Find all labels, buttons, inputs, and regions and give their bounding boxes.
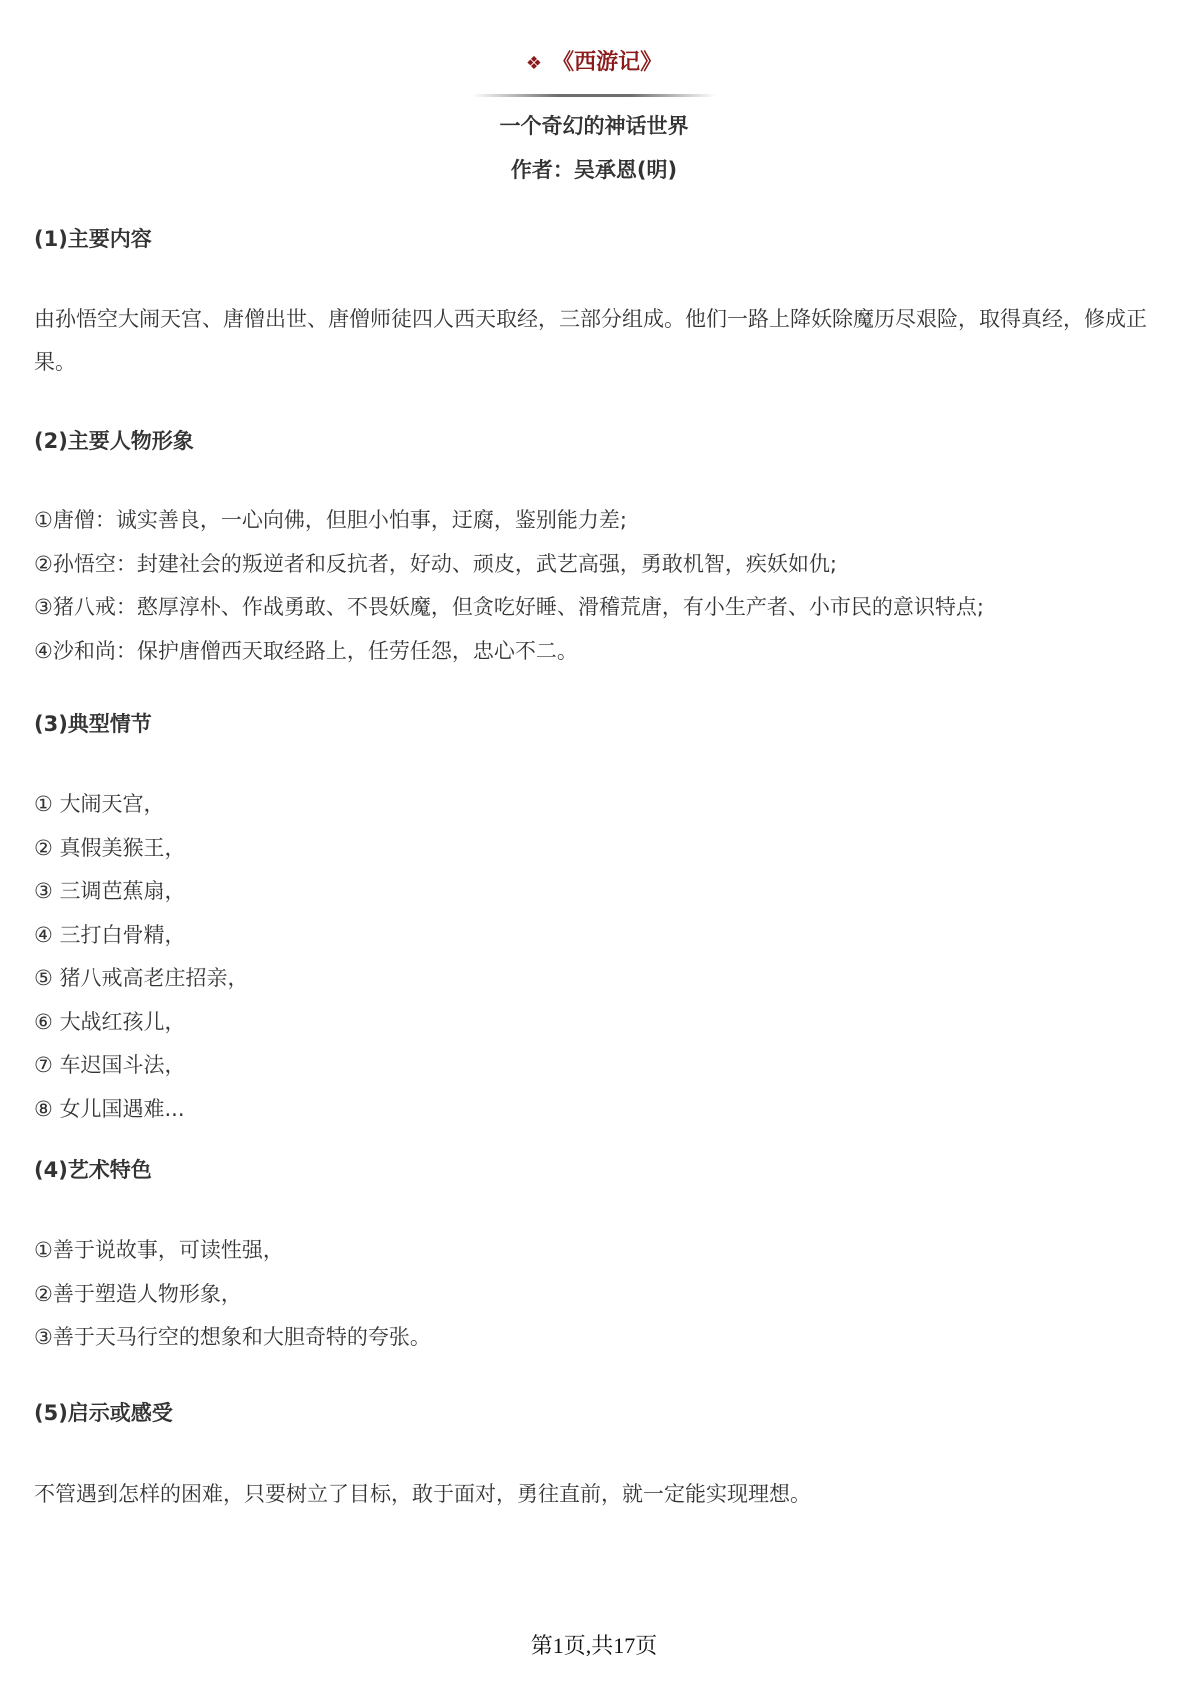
plot-list <box>34 783 1164 1131</box>
list-item: ⑦ 车迟国斗法， <box>34 1053 186 1077</box>
book-subtitle: 一个奇幻的神话世界 <box>499 114 689 138</box>
list-item: ① 大闹天宫， <box>34 792 165 816</box>
list-item: ③猪八戒：憨厚淳朴、作战勇敢、不畏妖魔，但贪吃好睡、滑稽荒唐，有小生产者、小市民的意识特点; <box>34 595 984 619</box>
section-heading-main-content: (1)主要内容 <box>34 227 152 251</box>
list-item: ①唐僧：诚实善良，一心向佛，但胆小怕事，迂腐，鉴别能力差; <box>34 508 627 532</box>
book-title-row <box>0 48 1188 79</box>
list-item: ⑤ 猪八戒高老庄招亲， <box>34 966 249 990</box>
section-heading-characters: (2)主要人物形象 <box>34 429 194 453</box>
list-item: ④沙和尚：保护唐僧西天取经路上，任劳任怨，忠心不二。 <box>34 638 578 663</box>
book-title: 《西游记》 <box>552 50 663 75</box>
section-heading-plots: (3)典型情节 <box>34 712 152 736</box>
list-item: ⑧ 女儿国遇难... <box>34 1096 185 1121</box>
list-item: ② 真假美猴王， <box>34 835 186 860</box>
list-item: ③善于天马行空的想象和大胆奇特的夸张。 <box>34 1325 431 1349</box>
list-item: ②孙悟空：封建社会的叛逆者和反抗者，好动、顽皮，武艺高强，勇敢机智，疾妖如仇; <box>34 551 837 576</box>
section-text-main-content: 由孙悟空大闹天宫、唐僧出世、唐僧师徒四人西天取经，三部分组成。他们一路上降妖除魔历尽艰险，取得真经，修成正果。 <box>34 307 1147 374</box>
book-author: 作者：吴承恩(明) <box>510 158 678 182</box>
title-divider <box>472 94 716 97</box>
section-heading-artistic-features: (4)艺术特色 <box>34 1158 152 1182</box>
section-heading-inspiration: (5)启示或感受 <box>34 1401 173 1425</box>
list-item: ⑥ 大战红孩儿， <box>34 1009 186 1034</box>
list-item: ②善于塑造人物形象， <box>34 1281 242 1306</box>
list-item: ①善于说故事，可读性强， <box>34 1238 284 1262</box>
artistic-features-list <box>34 1229 1164 1360</box>
list-item: ③ 三调芭蕉扇， <box>34 879 186 903</box>
character-list <box>34 499 1164 673</box>
list-item: ④ 三打白骨精， <box>34 922 186 947</box>
diamond-ornament-icon: ❖ <box>525 53 543 74</box>
section-text-inspiration: 不管遇到怎样的困难，只要树立了目标，敢于面对，勇往直前，就一定能实现理想。 <box>34 1482 811 1506</box>
page-number: 第1页,共17页 <box>530 1633 658 1658</box>
